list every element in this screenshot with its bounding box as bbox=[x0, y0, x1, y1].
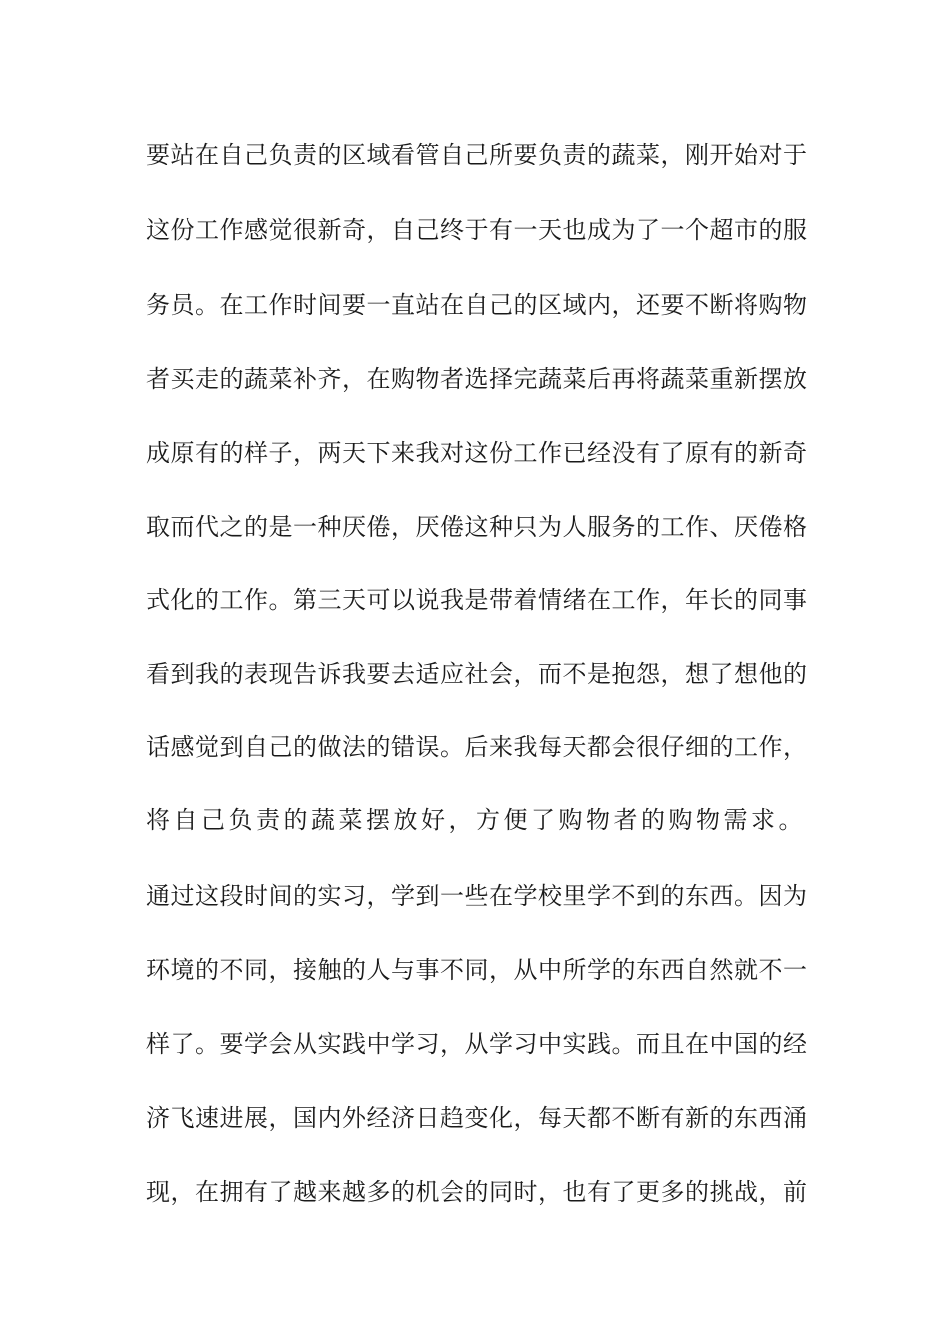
paragraph-1-line-6: 取而代之的是一种厌倦，厌倦这种只为人服务的工作、厌倦格 bbox=[146, 513, 808, 541]
paragraph-2-line-5: 现，在拥有了越来越多的机会的同时，也有了更多的挑战，前 bbox=[146, 1178, 808, 1206]
paragraph-2-line-3: 样了。要学会从实践中学习，从学习中实践。而且在中国的经 bbox=[146, 1030, 808, 1058]
paragraph-1-line-4: 者买走的蔬菜补齐，在购物者选择完蔬菜后再将蔬菜重新摆放 bbox=[146, 365, 808, 393]
paragraph-1-line-7: 式化的工作。第三天可以说我是带着情绪在工作，年长的同事 bbox=[146, 586, 808, 614]
paragraph-1-line-5: 成原有的样子，两天下来我对这份工作已经没有了原有的新奇 bbox=[146, 439, 808, 467]
paragraph-1-line-10: 将自己负责的蔬菜摆放好，方便了购物者的购物需求。 bbox=[146, 806, 806, 834]
paragraph-1-line-1: 要站在自己负责的区域看管自己所要负责的蔬菜，刚开始对于 bbox=[146, 141, 808, 169]
paragraph-2-line-1: 通过这段时间的实习，学到一些在学校里学不到的东西。因为 bbox=[146, 882, 808, 910]
paragraph-1-line-9: 话感觉到自己的做法的错误。后来我每天都会很仔细的工作， bbox=[146, 733, 808, 761]
paragraph-1-line-8: 看到我的表现告诉我要去适应社会，而不是抱怨，想了想他的 bbox=[146, 660, 808, 688]
paragraph-1-line-2: 这份工作感觉很新奇，自己终于有一天也成为了一个超市的服 bbox=[146, 216, 808, 244]
paragraph-2-line-2: 环境的不同，接触的人与事不同，从中所学的东西自然就不一 bbox=[146, 956, 808, 984]
paragraph-1-line-3: 务员。在工作时间要一直站在自己的区域内，还要不断将购物 bbox=[146, 291, 808, 319]
paragraph-2-line-4: 济飞速进展，国内外经济日趋变化，每天都不断有新的东西涌 bbox=[146, 1104, 808, 1132]
